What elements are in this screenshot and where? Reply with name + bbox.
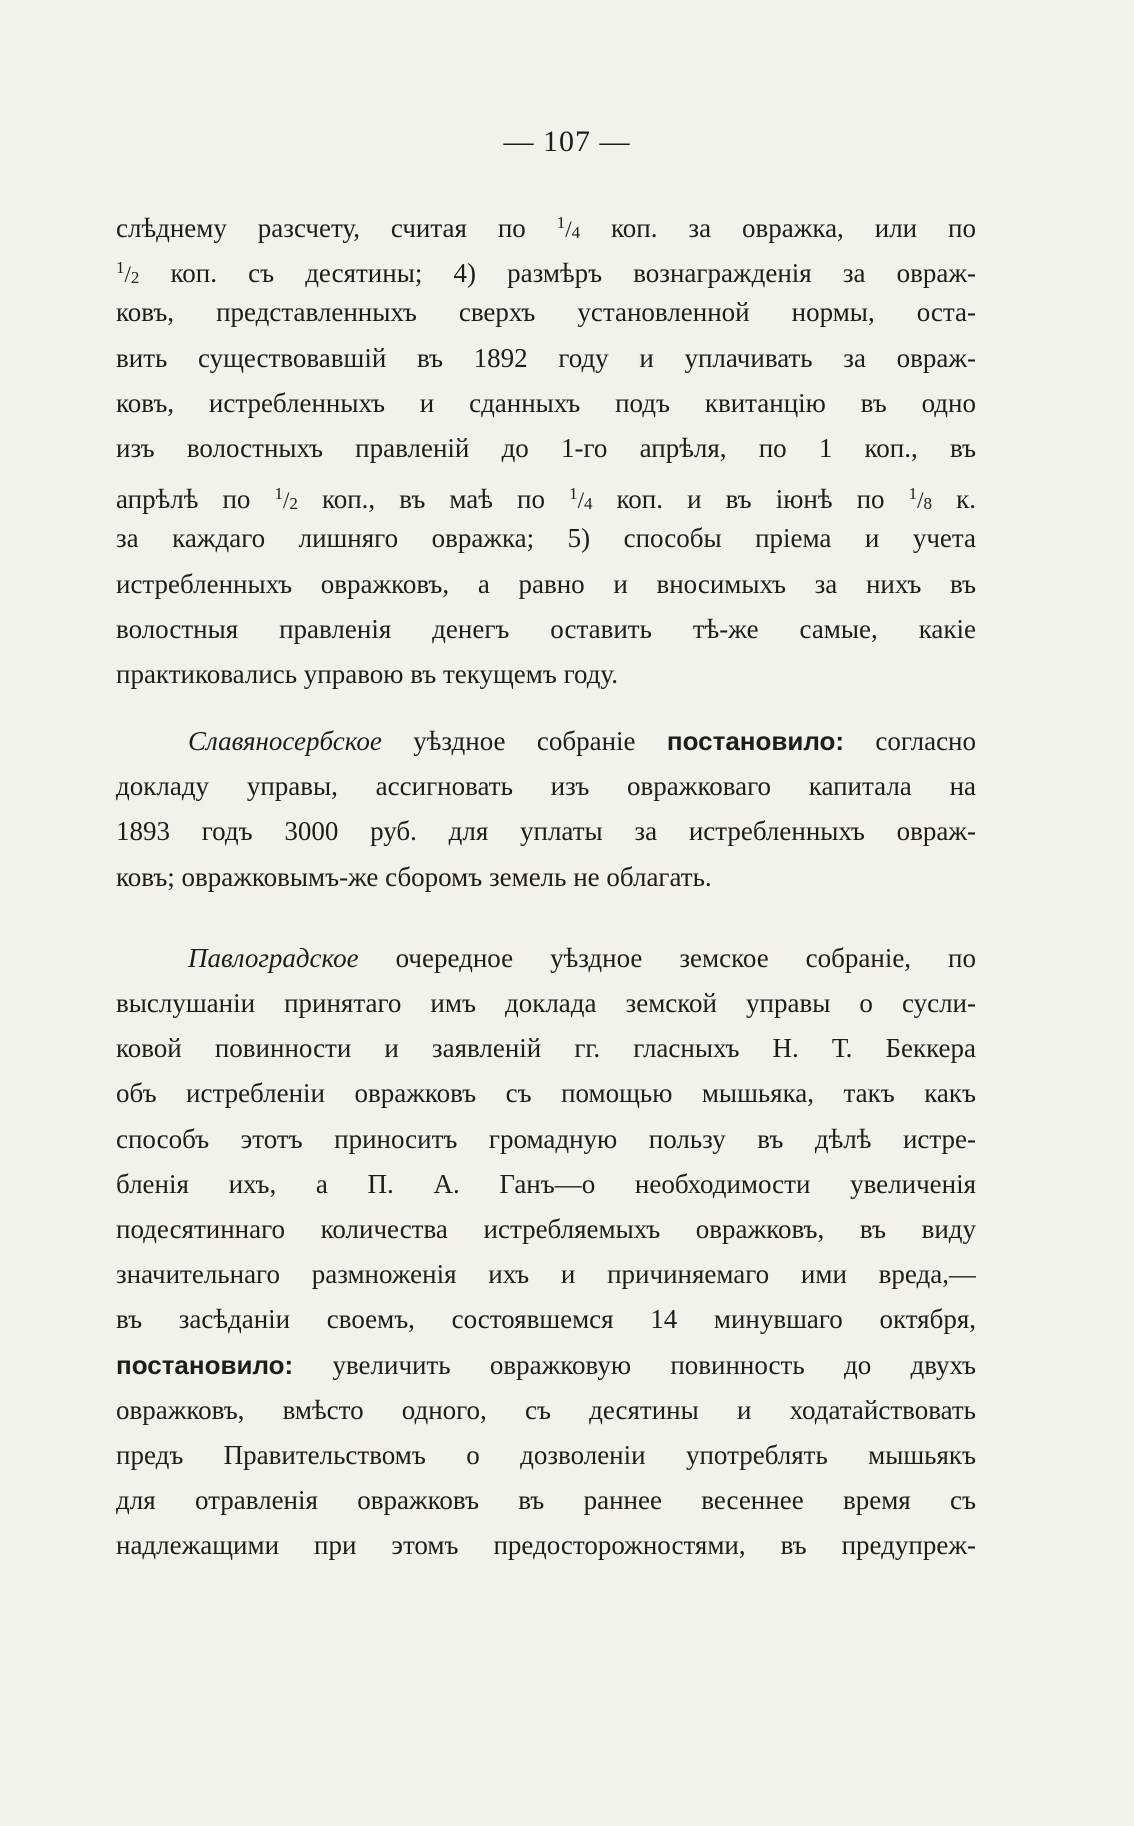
fraction-half: $^1/_2$: [274, 484, 298, 514]
text-line: 1893 годъ 3000 руб. для уплаты за истребленныхъ оврaж-: [116, 816, 976, 847]
text-line: Славяносербское уѣздное собраніе постановило: согласно: [188, 726, 976, 757]
text-line: значительнаго размноженія ихъ и причиняемаго ими вреда,—: [116, 1259, 976, 1290]
paragraph-1: [116, 200, 976, 697]
text-line: изъ волостныхъ правленій до 1-го апрѣля, по 1 коп., въ: [116, 432, 976, 463]
fraction-quarter: $^1/_4$: [569, 484, 593, 514]
text-line: для отравленія овражковъ въ раннее весеннее время съ: [116, 1485, 976, 1516]
text-line: надлежащими при этомъ предосторожностями, въ предупреж-: [116, 1530, 976, 1561]
text-line: предъ Правительствомъ о дозволеніи употреблять мышьякъ: [116, 1439, 976, 1470]
district-name: Славяносербское: [188, 726, 382, 757]
text-line: бленія ихъ, а П. А. Ганъ—о необходимости увеличенія: [116, 1168, 976, 1199]
paragraph-3: [116, 936, 976, 1569]
text-line: постановило: увеличить овражковую повинность до двухъ: [116, 1349, 976, 1380]
text-line: докладу управы, ассигновать изъ овражковаго капитала на: [116, 771, 976, 802]
text-line: истребленныхъ овражковъ, а равно и вносимыхъ за нихъ въ: [116, 568, 976, 599]
text-line: выслушаніи принятаго имъ доклада земской управы о сусли-: [116, 988, 976, 1018]
text-line: вить существовавшій въ 1892 году и уплачивать за оврaж-: [116, 342, 976, 373]
text-line: Павлоградское очередное уѣздное земское собраніе, по: [188, 942, 976, 973]
text-line: слѣднему разсчету, считая по $^1/_4$ коп. за овражка, или по: [116, 213, 976, 243]
text-line: ковъ; овражковымъ-же сборомъ земель не облагать.: [116, 861, 712, 892]
district-name: Павлоградское: [188, 942, 359, 973]
text-line: ковой повинности и заявленій гг. гласныхъ Н. Т. Беккера: [116, 1033, 976, 1064]
fraction-quarter: $^1/_4$: [556, 213, 581, 242]
fraction-eighth: $^1/_8$: [908, 484, 933, 514]
text-line: способъ этотъ приноситъ громадную пользу въ дѣлѣ истре-: [116, 1123, 976, 1154]
text-line: объ истребленіи овражковъ съ помощью мышьяка, такъ какъ: [116, 1078, 976, 1109]
body-text: [116, 200, 976, 1568]
resolution-keyword: постановило:: [666, 726, 845, 757]
text-line: $^1/_2$ коп. съ десятины; 4) размѣръ вознагражденія за оврaж-: [116, 258, 976, 289]
text-line: овражковъ, вмѣсто одного, съ десятины и ходатайствовать: [116, 1394, 976, 1425]
text-line: ковъ, истребленныхъ и сданныхъ подъ квитанцію въ одно: [116, 387, 976, 418]
text-line: за каждаго лишняго овражка; 5) способы пріема и учета: [116, 523, 976, 554]
text-line: апрѣлѣ по $^1/_2$ коп., въ маѣ по $^1/_4$ коп. и въ іюнѣ по $^1/_8$ к.: [116, 484, 976, 515]
resolution-keyword: постановило:: [116, 1349, 294, 1380]
text-line: въ засѣданіи своемъ, состоявшемся 14 минувшаго октября,: [116, 1304, 976, 1335]
text-line: ковъ, представленныхъ сверхъ установленной нормы, оста-: [116, 297, 976, 328]
fraction-half: $^1/_2$: [116, 258, 140, 288]
paragraph-2: [116, 719, 976, 900]
text-line: практиковались управою въ текущемъ году.: [116, 658, 618, 689]
text-line: подесятиннаго количества истребляемыхъ овражковъ, въ виду: [116, 1213, 976, 1244]
text-line: волостныя правленія денегъ оставить тѣ-же самые, какіе: [116, 613, 976, 644]
page-number: — 107 —: [503, 125, 631, 158]
